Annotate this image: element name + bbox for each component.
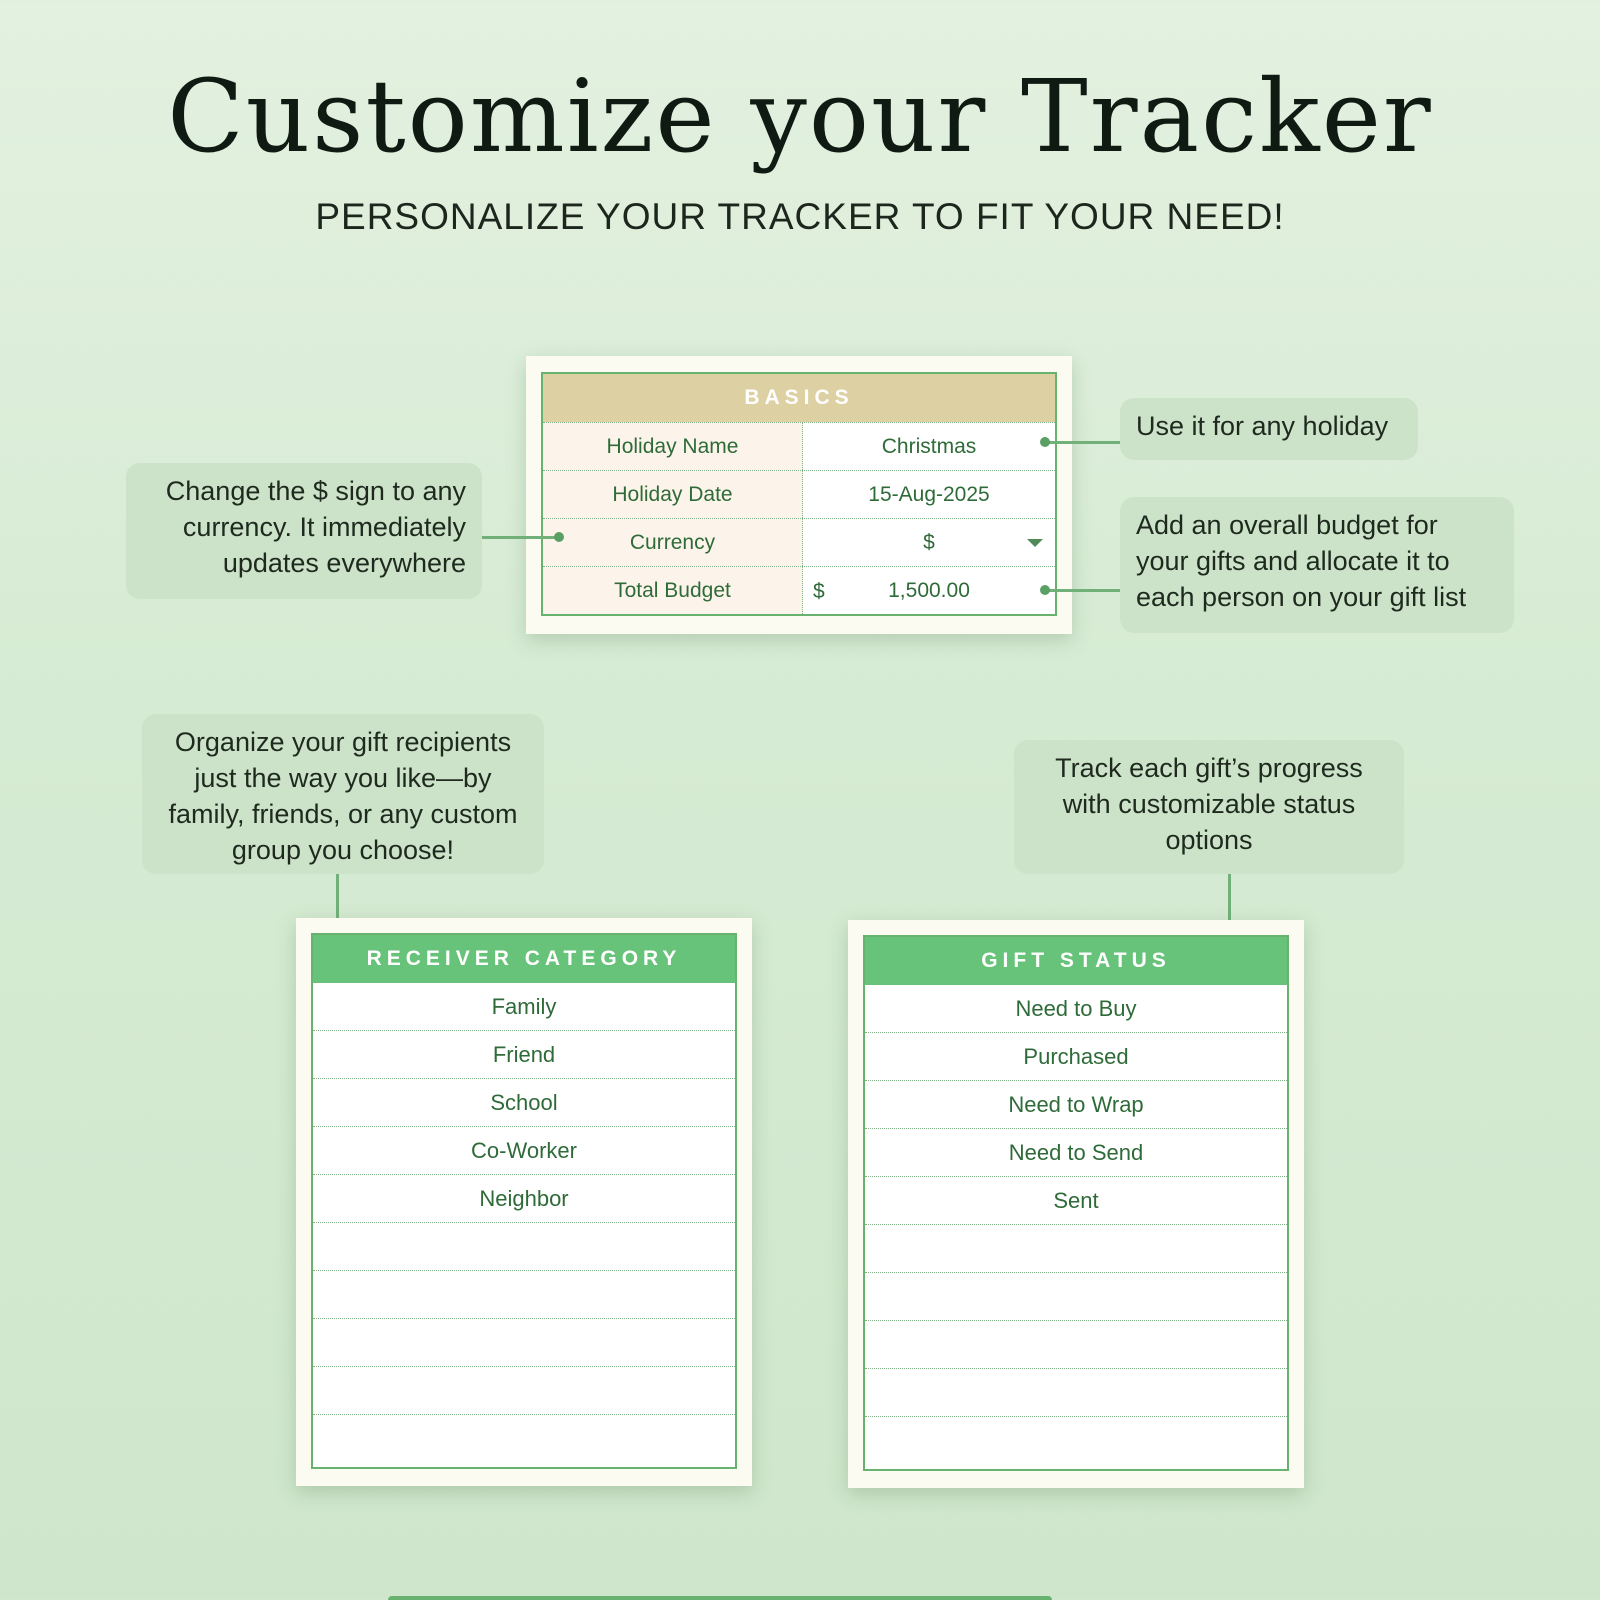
callout-holiday (1120, 398, 1418, 460)
callout-currency (126, 463, 482, 599)
list-item[interactable] (865, 1225, 1287, 1273)
list-item[interactable] (313, 1415, 735, 1463)
callout-holiday-line-1: Use it for any holiday (1136, 411, 1389, 441)
budget-currency-symbol: $ (813, 580, 825, 603)
callout-category-line-4: group you choose! (231, 835, 455, 865)
list-item[interactable] (865, 1321, 1287, 1369)
callout-currency-line-1: Change the $ sign to any (165, 476, 466, 506)
holiday-date-value[interactable]: 15-Aug-2025 (803, 471, 1055, 518)
list-item[interactable]: Need to Buy (865, 985, 1287, 1033)
basics-row-holiday-name (543, 422, 1055, 470)
holiday-name-value[interactable]: Christmas (803, 423, 1055, 470)
callout-status (1014, 740, 1404, 874)
page-subtitle: PERSONALIZE YOUR TRACKER TO FIT YOUR NEED! (315, 196, 1285, 237)
callout-status-line-1: Track each gift’s progress (1055, 753, 1363, 783)
currency-value: $ (923, 530, 935, 554)
list-item[interactable]: Sent (865, 1177, 1287, 1225)
connector-currency (482, 536, 560, 539)
list-item[interactable]: School (313, 1079, 735, 1127)
list-item[interactable]: Purchased (865, 1033, 1287, 1081)
list-item[interactable] (313, 1319, 735, 1367)
basics-table (541, 372, 1057, 616)
basics-row-currency (543, 518, 1055, 566)
gift-status-card (848, 920, 1304, 1488)
holiday-name-label: Holiday Name (543, 423, 803, 470)
total-budget-value: 1,500.00 (888, 578, 970, 602)
list-item[interactable]: Need to Send (865, 1129, 1287, 1177)
gift-status-header: GIFT STATUS (865, 937, 1287, 985)
page-title: Customize your Tracker (167, 58, 1433, 175)
list-item[interactable]: Neighbor (313, 1175, 735, 1223)
callout-currency-line-3: updates everywhere (222, 548, 466, 578)
list-item[interactable]: Co-Worker (313, 1127, 735, 1175)
list-item[interactable] (313, 1271, 735, 1319)
callout-budget-line-2: your gifts and allocate it to (1136, 546, 1450, 576)
total-budget-cell[interactable] (803, 567, 1055, 614)
receiver-category-header: RECEIVER CATEGORY (313, 935, 735, 983)
list-item[interactable] (865, 1417, 1287, 1465)
connector-dot-currency (554, 532, 564, 542)
connector-dot-holiday (1040, 437, 1050, 447)
callout-category-line-1: Organize your gift recipients (174, 727, 512, 757)
list-item[interactable]: Need to Wrap (865, 1081, 1287, 1129)
list-item[interactable]: Friend (313, 1031, 735, 1079)
callout-status-line-3: options (1165, 825, 1253, 855)
callout-category (142, 714, 544, 874)
receiver-category-table (311, 933, 737, 1469)
list-item[interactable]: Family (313, 983, 735, 1031)
callout-budget (1120, 497, 1514, 633)
callout-budget-line-1: Add an overall budget for (1136, 510, 1438, 540)
holiday-date-label: Holiday Date (543, 471, 803, 518)
basics-card (526, 356, 1072, 634)
list-item[interactable] (865, 1369, 1287, 1417)
currency-select[interactable] (803, 519, 1055, 566)
total-budget-label: Total Budget (543, 567, 803, 614)
chevron-down-icon[interactable] (1027, 539, 1043, 547)
basics-row-total-budget (543, 566, 1055, 614)
basics-header: BASICS (543, 374, 1055, 422)
list-item[interactable] (313, 1367, 735, 1415)
currency-label: Currency (543, 519, 803, 566)
list-item[interactable] (313, 1223, 735, 1271)
connector-budget (1046, 589, 1120, 592)
connector-holiday (1046, 441, 1120, 444)
callout-status-line-2: with customizable status (1062, 789, 1356, 819)
callout-budget-line-3: each person on your gift list (1136, 582, 1467, 612)
basics-row-holiday-date (543, 470, 1055, 518)
receiver-category-card (296, 918, 752, 1486)
bottom-accent-bar (388, 1596, 1052, 1600)
connector-dot-budget (1040, 585, 1050, 595)
callout-category-line-3: family, friends, or any custom (168, 799, 518, 829)
callout-currency-line-2: currency. It immediately (182, 512, 466, 542)
list-item[interactable] (865, 1273, 1287, 1321)
gift-status-table (863, 935, 1289, 1471)
callout-category-line-2: just the way you like—by (194, 763, 492, 793)
